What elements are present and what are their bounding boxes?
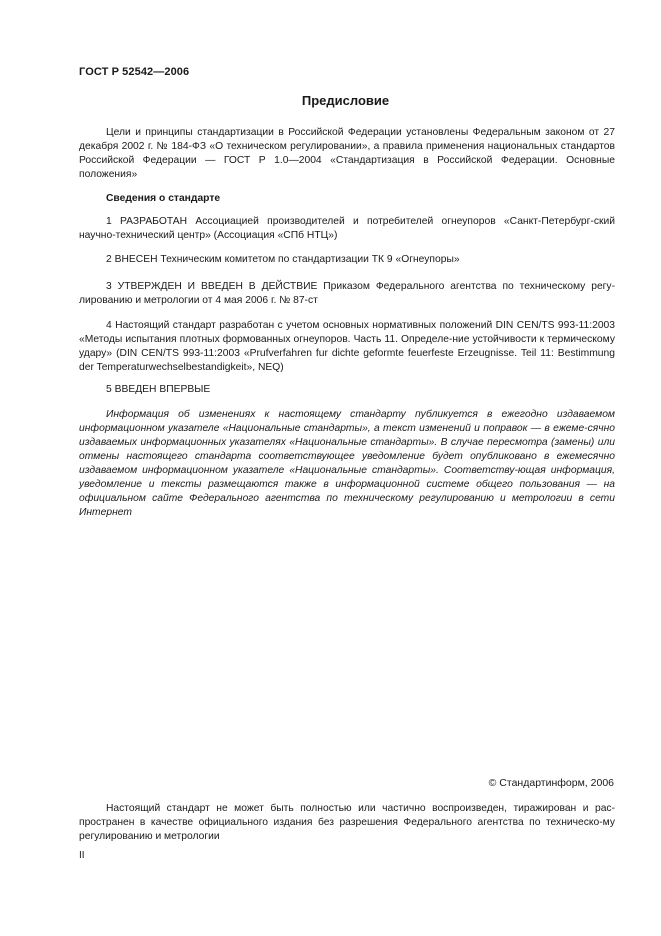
- intro-paragraph: Цели и принципы стандартизации в Российской Федерации установлены Федеральным законом от 27 декабря 2002 г. № 184-ФЗ «О техническом регулировании», а правила применения национальных стандартов Российской Федерации — ГОСТ Р 1.0—2004 «Стандартизация в Российской Федерации. Основные положения»: [79, 127, 615, 180]
- info-notice: Информация об изменениях к настоящему стандарту публикуется в ежегодно издаваемом информационном указателе «Национальные стандарты», а текст изменений и поправок — в ежеме-сячно издаваемых информационных указателях «Национальные стандарты». В случае пересмотра (замены) или отмены настоящего стандарта соответствующее уведомление будет опубликовано в ежемесячно издаваемом информационном указателе «Национальные стандарты». Соответству-ющая информация, уведомление и тексты размещаются также в информационной системе общего пользования — на официальном сайте Федерального агентства по техническому регулированию и метрологии в сети Интернет: [79, 409, 615, 518]
- item-based-on: 4 Настоящий стандарт разработан с учетом основных нормативных положений DIN CEN/TS 993-11:2003 «Методы испытания плотных формованных огнеупоров. Часть 11. Определе-ние устойчивости к термическому удару» (DIN CEN/TS 993-11:2003 «Prufverfahren fur dichte geformte feuerfeste Erzeugnisse. Teil 11: Bestimmung der Temperaturwechselbestandigkeit», NEQ): [79, 320, 615, 373]
- page-title: Предисловие: [301, 93, 390, 108]
- copyright-line: © Стандартинформ, 2006: [488, 777, 614, 789]
- item-developed: 1 РАЗРАБОТАН Ассоциацией производителей и потребителей огнеупоров «Санкт-Петербург-ский научно-технический центр» (Ассоциация «СПб НТЦ»): [79, 216, 615, 241]
- reproduction-notice: Настоящий стандарт не может быть полностью или частично воспроизведен, тиражирован и рас-пространен в качестве официального издания без разрешения Федерального агентства по техническо-му регулированию и метрологии: [79, 803, 615, 842]
- page-number: II: [79, 850, 85, 861]
- item-approved: 3 УТВЕРЖДЕН И ВВЕДЕН В ДЕЙСТВИЕ Приказом Федерального агентства по техническому регу-лированию и метрологии от 4 мая 2006 г. № 87-ст: [79, 281, 615, 306]
- item-first-time: 5 ВВЕДЕН ВПЕРВЫЕ: [106, 384, 211, 395]
- document-code: ГОСТ Р 52542—2006: [79, 66, 190, 78]
- section-heading: Сведения о стандарте: [106, 193, 221, 204]
- item-introduced: 2 ВНЕСЕН Техническим комитетом по стандартизации ТК 9 «Огнеупоры»: [106, 254, 460, 265]
